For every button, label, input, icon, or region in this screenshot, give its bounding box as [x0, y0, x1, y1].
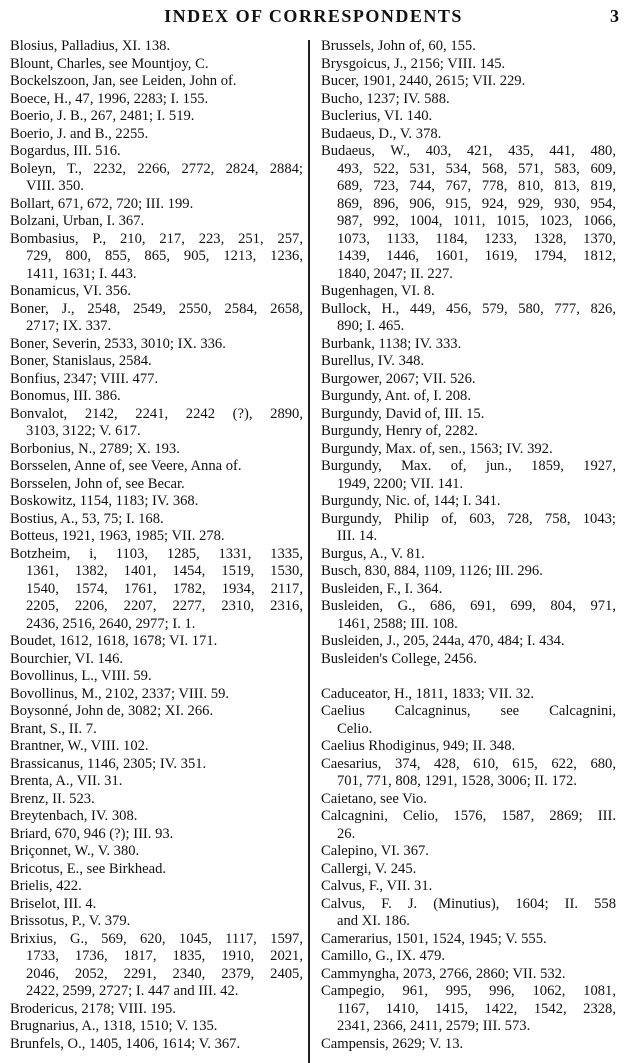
index-entry [10, 808, 303, 826]
entry-continuation-line: 2717; IX. 337. [26, 318, 112, 334]
right-column [321, 38, 616, 1053]
entry-line: Brassicanus, 1146, 2305; IV. 351. [10, 755, 207, 772]
entry-line: Callergi, V. 245. [321, 860, 417, 877]
entry-line: Brugnarius, A., 1318, 1510; V. 135. [10, 1018, 218, 1034]
entry-continuation-line: 3103, 3122; V. 617. [26, 423, 141, 439]
index-entry [321, 598, 616, 633]
index-entry [321, 756, 616, 791]
entry-line: Busch, 830, 884, 1109, 1126; III. 296. [321, 563, 543, 579]
entry-line: Busleiden's College, 2456. [321, 650, 477, 667]
entry-continuation-line: 493, 522, 531, 534, 568, 571, 583, 609, [337, 160, 616, 177]
entry-line: Bovollinus, L., VIII. 59. [10, 668, 152, 684]
index-entry [10, 826, 303, 844]
entry-line: Caelius Calcagninus, see Calcagnini, [321, 703, 616, 719]
index-entry [321, 791, 616, 809]
index-entry [321, 703, 616, 738]
index-entry [321, 108, 616, 126]
entry-line: Brodericus, 2178; VIII. 195. [10, 1000, 176, 1017]
entry-line: Blount, Charles, see Mountjoy, C. [10, 55, 209, 72]
entry-continuation-line: III. 14. [337, 528, 378, 544]
entry-continuation-line: and XI. 186. [337, 913, 410, 929]
entry-line: Boysonné, John de, 3082; XI. 266. [10, 703, 214, 719]
index-entry [10, 1018, 303, 1036]
entry-line: Bovollinus, M., 2102, 2337; VIII. 59. [10, 685, 230, 702]
index-entry [321, 966, 616, 984]
entry-line: Burgower, 2067; VII. 526. [321, 370, 476, 387]
entry-line: Bugenhagen, VI. 8. [321, 283, 435, 299]
index-entry [10, 931, 303, 1001]
index-entry [10, 213, 303, 231]
index-entry [10, 913, 303, 931]
entry-line: Brysgoicus, J., 2156; VIII. 145. [321, 55, 506, 72]
entry-line: Boskowitz, 1154, 1183; IV. 368. [10, 493, 199, 509]
entry-line: Burbank, 1138; IV. 333. [321, 335, 462, 352]
entry-line: Bogardus, III. 516. [10, 143, 121, 159]
entry-line: Caelius Rhodiginus, 949; II. 348. [321, 738, 516, 754]
entry-line [321, 668, 616, 686]
entry-line: Boleyn, T., 2232, 2266, 2772, 2824, 2884; [10, 160, 303, 177]
index-entry [321, 283, 616, 301]
index-entry [321, 738, 616, 756]
entry-line: Burgus, A., V. 81. [321, 545, 425, 562]
entry-line: Busleiden, G., 686, 691, 699, 804, 971, [321, 598, 616, 614]
index-entry [10, 196, 303, 214]
entry-line: Cammyngha, 2073, 2766, 2860; VII. 532. [321, 965, 566, 982]
page-title: INDEX OF CORRESPONDENTS [164, 6, 463, 26]
entry-continuation-line: 26. [337, 825, 356, 842]
entry-line: Brielis, 422. [10, 878, 82, 894]
index-entry [321, 546, 616, 564]
entry-line: Bricotus, E., see Birkhead. [10, 860, 167, 877]
index-entry [321, 73, 616, 91]
index-entry [10, 336, 303, 354]
page-header [0, 6, 627, 30]
index-entry [321, 511, 616, 546]
index-entry [10, 126, 303, 144]
index-entry [321, 458, 616, 493]
index-entry [10, 511, 303, 529]
index-entry [10, 441, 303, 459]
entry-continuation-line: VIII. 350. [26, 178, 84, 194]
index-entry [321, 371, 616, 389]
entry-continuation-line: 1439, 1446, 1601, 1619, 1794, 1812, [337, 248, 616, 264]
index-entry [10, 143, 303, 161]
index-entry [10, 301, 303, 336]
entry-line: Botzheim, i, 1103, 1285, 1331, 1335, [10, 545, 303, 562]
entry-line: Bombasius, P., 210, 217, 223, 251, 257, [10, 230, 303, 247]
entry-line: Budaeus, W., 403, 421, 435, 441, 480, [321, 143, 616, 159]
entry-continuation-line: Celio. [337, 720, 373, 737]
index-entry [321, 441, 616, 459]
index-entry [321, 493, 616, 511]
entry-continuation-line: 1733, 1736, 1817, 1835, 1910, 2021, [26, 948, 303, 964]
entry-line: Boner, J., 2548, 2549, 2550, 2584, 2658, [10, 300, 303, 317]
entry-line: Boner, Severin, 2533, 3010; IX. 336. [10, 335, 226, 352]
page-number: 3 [610, 6, 619, 26]
entry-line: Calvus, F. J. (Minutius), 1604; II. 558 [321, 895, 616, 912]
index-entry [10, 738, 303, 756]
entry-continuation-line: 729, 800, 855, 865, 905, 1213, 1236, [26, 248, 303, 264]
index-entry [10, 283, 303, 301]
index-entry [321, 896, 616, 931]
index-entry [321, 38, 616, 56]
index-entry [321, 668, 616, 686]
entry-line: Bonvalot, 2142, 2241, 2242 (?), 2890, [10, 405, 303, 422]
index-entry [10, 1001, 303, 1019]
entry-line: Brantner, W., VIII. 102. [10, 738, 149, 754]
entry-continuation-line: 1461, 2588; III. 108. [337, 615, 458, 632]
entry-continuation-line: 1840, 2047; II. 227. [337, 265, 453, 282]
index-entry [321, 1036, 616, 1054]
index-entry [10, 91, 303, 109]
entry-line: Boerio, J. B., 267, 2481; I. 519. [10, 108, 195, 124]
entry-line: Brenz, II. 523. [10, 790, 95, 807]
index-entry [321, 91, 616, 109]
index-entry [10, 38, 303, 56]
entry-line: Boece, H., 47, 1996, 2283; I. 155. [10, 90, 209, 107]
entry-continuation-line: 2205, 2206, 2207, 2277, 2310, 2316, [26, 598, 303, 614]
entry-line: Camerarius, 1501, 1524, 1945; V. 555. [321, 930, 547, 947]
index-entry [321, 878, 616, 896]
entry-line: Budaeus, D., V. 378. [321, 125, 442, 142]
index-entry [10, 878, 303, 896]
index-entry [10, 1036, 303, 1054]
entry-line: Bonamicus, VI. 356. [10, 283, 131, 299]
index-entry [321, 423, 616, 441]
entry-continuation-line: 689, 723, 744, 767, 778, 810, 813, 819, [337, 178, 616, 194]
index-entry [10, 633, 303, 651]
entry-line: Burgundy, Henry of, 2282. [321, 423, 478, 439]
entry-continuation-line: 1361, 1382, 1401, 1454, 1519, 1530, [26, 563, 303, 579]
index-entry [10, 756, 303, 774]
entry-line: Calcagnini, Celio, 1576, 1587, 2869; III. [321, 808, 616, 824]
entry-line: Caesarius, 374, 428, 610, 615, 622, 680, [321, 755, 616, 772]
entry-line: Bonfius, 2347; VIII. 477. [10, 370, 159, 387]
entry-line: Camillo, G., IX. 479. [321, 948, 446, 964]
index-entry [321, 633, 616, 651]
index-entry [321, 388, 616, 406]
entry-line: Briard, 670, 946 (?); III. 93. [10, 825, 174, 842]
index-entry [321, 301, 616, 336]
entry-line: Burgundy, Ant. of, I. 208. [321, 388, 471, 404]
index-entry [321, 686, 616, 704]
entry-line: Botteus, 1921, 1963, 1985; VII. 278. [10, 528, 225, 544]
index-entry [321, 651, 616, 669]
entry-line: Burellus, IV. 348. [321, 353, 425, 369]
entry-line: Burgundy, Philip of, 603, 728, 758, 1043; [321, 510, 616, 527]
entry-line: Bucer, 1901, 2440, 2615; VII. 229. [321, 73, 526, 89]
index-entry [10, 476, 303, 494]
entry-line: Bockelszoon, Jan, see Leiden, John of. [10, 73, 237, 89]
index-entry [321, 843, 616, 861]
index-entry [10, 353, 303, 371]
entry-line: Brunfels, O., 1405, 1406, 1614; V. 367. [10, 1035, 241, 1052]
entry-line: Bullock, H., 449, 456, 579, 580, 777, 826, [321, 300, 616, 317]
index-entry [10, 73, 303, 91]
index-entry [321, 143, 616, 283]
entry-line: Brenta, A., VII. 31. [10, 773, 123, 789]
entry-line: Buclerius, VI. 140. [321, 108, 433, 124]
index-entry [10, 686, 303, 704]
entry-line: Burgundy, David of, III. 15. [321, 405, 485, 422]
entry-line: Boerio, J. and B., 2255. [10, 125, 149, 142]
entry-line: Brixius, G., 569, 620, 1045, 1117, 1597, [10, 930, 303, 947]
index-entry [10, 56, 303, 74]
entry-line: Busleiden, F., I. 364. [321, 580, 443, 597]
entry-line: Bucho, 1237; IV. 588. [321, 90, 450, 107]
entry-line: Bostius, A., 53, 75; I. 168. [10, 510, 164, 527]
entry-line: Caduceator, H., 1811, 1833; VII. 32. [321, 685, 535, 702]
entry-continuation-line: 701, 771, 808, 1291, 1528, 3006; II. 172. [337, 773, 577, 789]
entry-line: Briselot, III. 4. [10, 895, 97, 912]
entry-continuation-line: 1949, 2200; VII. 141. [337, 475, 464, 492]
index-entry [10, 703, 303, 721]
entry-line: Borbonius, N., 2789; X. 193. [10, 440, 180, 457]
index-entry [10, 896, 303, 914]
entry-line: Brissotus, P., V. 379. [10, 913, 131, 929]
entry-line: Bollart, 671, 672, 720; III. 199. [10, 195, 194, 212]
entry-continuation-line: 869, 896, 906, 915, 924, 929, 930, 954, [337, 195, 616, 212]
index-entry [321, 931, 616, 949]
entry-line: Calepino, VI. 367. [321, 843, 429, 859]
entry-continuation-line: 2046, 2052, 2291, 2340, 2379, 2405, [26, 965, 303, 982]
entry-line: Borsselen, Anne of, see Veere, Anna of. [10, 458, 242, 474]
entry-line: Campensis, 2629; V. 13. [321, 1035, 464, 1052]
entry-line: Calvus, F., VII. 31. [321, 878, 433, 894]
index-entry [321, 126, 616, 144]
index-entry [321, 581, 616, 599]
index-entry [10, 371, 303, 389]
index-entry [10, 843, 303, 861]
index-entry [10, 458, 303, 476]
index-entry [321, 808, 616, 843]
entry-line: Boner, Stanislaus, 2584. [10, 353, 152, 369]
entry-line: Caietano, see Vio. [321, 790, 427, 807]
entry-continuation-line: 2422, 2599, 2727; I. 447 and III. 42. [26, 983, 239, 999]
entry-continuation-line: 890; I. 465. [337, 318, 405, 334]
index-entry [10, 773, 303, 791]
index-entry [10, 546, 303, 634]
entry-continuation-line: 2341, 2366, 2411, 2579; III. 573. [337, 1018, 531, 1034]
entry-line: Bourchier, VI. 146. [10, 650, 124, 667]
index-entry [321, 861, 616, 879]
entry-line: Breytenbach, IV. 308. [10, 808, 138, 824]
entry-continuation-line: 2436, 2516, 2640, 2977; I. 1. [26, 615, 196, 632]
entry-line: Burgundy, Max. of, sen., 1563; IV. 392. [321, 440, 553, 457]
entry-continuation-line: 987, 992, 1004, 1011, 1015, 1023, 1066, [337, 213, 616, 229]
index-entry [321, 948, 616, 966]
index-entry [321, 353, 616, 371]
entry-line: Bolzani, Urban, I. 367. [10, 213, 145, 229]
index-entry [10, 231, 303, 284]
entry-line: Bonomus, III. 386. [10, 388, 121, 404]
index-entry [321, 406, 616, 424]
index-entry [10, 668, 303, 686]
column-divider [308, 40, 310, 1063]
entry-continuation-line: 1411, 1631; I. 443. [26, 265, 137, 282]
index-entry [10, 493, 303, 511]
entry-line: Burgundy, Nic. of, 144; I. 341. [321, 493, 501, 509]
entry-line: Boudet, 1612, 1618, 1678; VI. 171. [10, 633, 218, 649]
index-entry [10, 108, 303, 126]
entry-line: Brant, S., II. 7. [10, 720, 97, 737]
index-entry [10, 161, 303, 196]
entry-line: Brussels, John of, 60, 155. [321, 38, 476, 54]
index-entry [10, 651, 303, 669]
entry-continuation-line: 1167, 1410, 1415, 1422, 1542, 2328, [337, 1000, 616, 1017]
index-entry [10, 406, 303, 441]
index-entry [321, 983, 616, 1036]
index-entry [10, 791, 303, 809]
index-entry [10, 388, 303, 406]
entry-line: Campegio, 961, 995, 996, 1062, 1081, [321, 983, 616, 999]
left-column [10, 38, 303, 1053]
entry-line: Burgundy, Max. of, jun., 1859, 1927, [321, 458, 616, 474]
entry-continuation-line: 1073, 1133, 1184, 1233, 1328, 1370, [337, 230, 616, 247]
index-entry [321, 336, 616, 354]
index-entry [321, 563, 616, 581]
entry-line: Briçonnet, W., V. 380. [10, 843, 140, 859]
index-entry [321, 56, 616, 74]
entry-line: Borsselen, John of, see Becar. [10, 475, 185, 492]
index-entry [10, 528, 303, 546]
index-entry [10, 721, 303, 739]
entry-line: Blosius, Palladius, XI. 138. [10, 38, 171, 54]
entry-line: Busleiden, J., 205, 244a, 470, 484; I. 434. [321, 633, 565, 649]
entry-continuation-line: 1540, 1574, 1761, 1782, 1934, 2117, [26, 580, 303, 597]
index-entry [10, 861, 303, 879]
